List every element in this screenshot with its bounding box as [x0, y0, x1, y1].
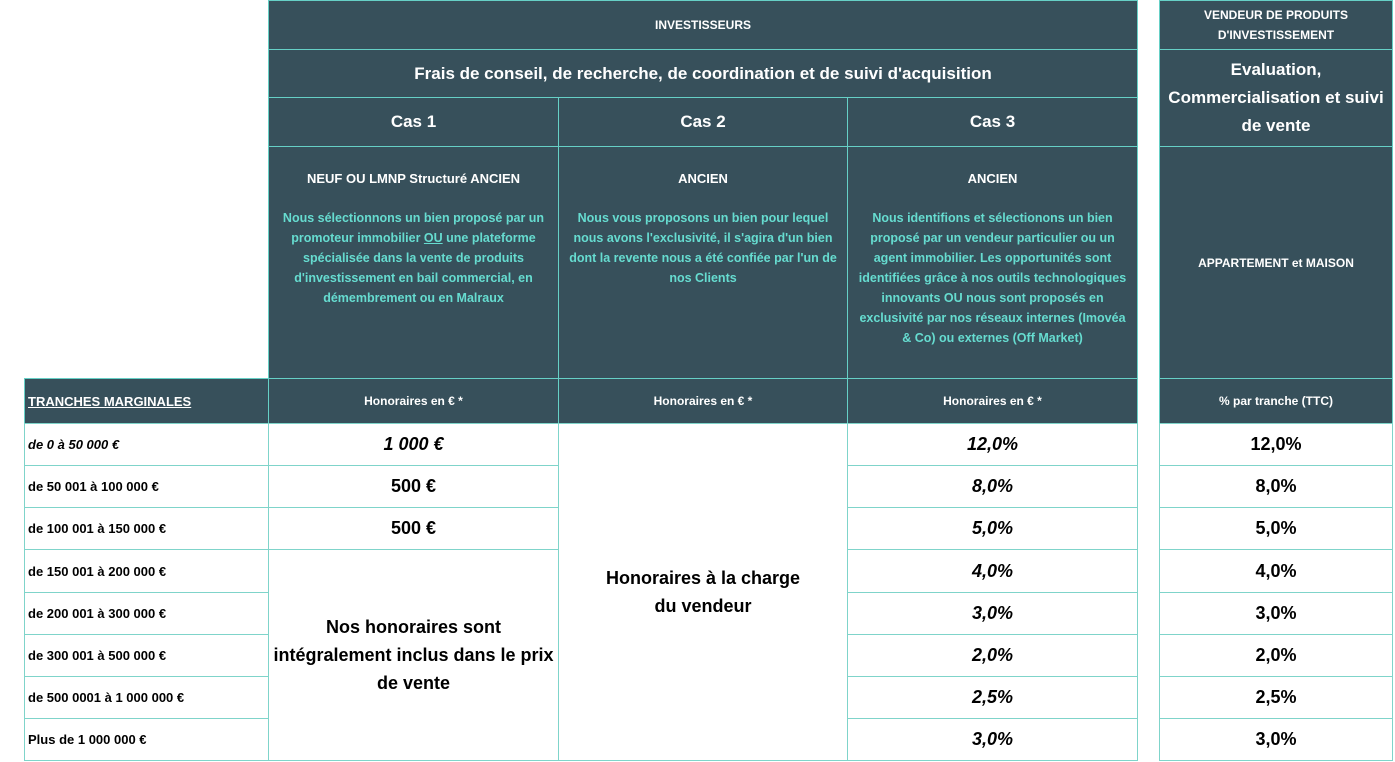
vendeur-value: 3,0% [1255, 603, 1297, 623]
cas1-value-row-2 [268, 465, 559, 508]
cas1-merged-text: Nos honoraires sont intégralement inclus dans le prix de vente [273, 617, 554, 693]
vendeur-value: 5,0% [1255, 518, 1297, 538]
tranches-header [24, 378, 269, 424]
pct-tranche-header [1159, 378, 1393, 424]
cas1-text-part1: Nous sélectionnons un bien proposé par un promoteur immobilier [282, 211, 545, 245]
vendeur-value: 4,0% [1255, 560, 1297, 581]
tranche-label: de 300 001 à 500 000 € [28, 648, 167, 663]
cas3-header [847, 97, 1138, 147]
investisseurs-label: INVESTISSEURS [654, 18, 752, 32]
frais-label: Frais de conseil, de recherche, de coordination et de suivi d'acquisition [414, 63, 992, 83]
cas3-value-row-1 [847, 423, 1138, 466]
tranche-row-7 [24, 676, 269, 719]
tranches-label: TRANCHES MARGINALES [28, 393, 192, 409]
cas3-value: 12,0% [966, 434, 1019, 454]
cas3-value-row-8 [847, 718, 1138, 761]
cas3-value: 2,5% [971, 687, 1014, 707]
cas3-value-row-7 [847, 676, 1138, 719]
vendeur-value: 2,5% [1255, 687, 1297, 707]
cas2-header [558, 97, 848, 147]
vendeur-value: 2,0% [1255, 645, 1297, 665]
vendeur-value-row-7 [1159, 676, 1393, 719]
cas1-label: Cas 1 [390, 112, 437, 131]
tranche-label: de 200 001 à 300 000 € [28, 606, 167, 621]
tranche-label: de 0 à 50 000 € [28, 437, 120, 452]
tranche-label: de 150 001 à 200 000 € [28, 563, 167, 579]
evaluation-header [1159, 49, 1393, 147]
cas1-value: 1 000 € [383, 434, 444, 454]
cas3-value-row-3 [847, 507, 1138, 550]
tranche-row-6 [24, 634, 269, 677]
cas1-text-ou: OU [423, 231, 443, 245]
vendeur-description [1159, 146, 1393, 379]
vendeur-value-row-2 [1159, 465, 1393, 508]
cas3-value-row-2 [847, 465, 1138, 508]
vendeur-value-row-3 [1159, 507, 1393, 550]
cas3-value: 8,0% [971, 476, 1014, 496]
cas1-honoraires-header [268, 378, 559, 424]
vendeur-value-row-5 [1159, 592, 1393, 635]
cas2-merged-note [558, 423, 848, 761]
cas2-merged-text: Honoraires à la charge du vendeur [605, 568, 801, 616]
tranche-label: de 50 001 à 100 000 € [28, 479, 159, 494]
vendeur-header [1159, 0, 1393, 50]
tranche-row-3 [24, 507, 269, 550]
cas1-value-row-3 [268, 507, 559, 550]
cas1-text-part2: une plateforme spécialisée dans la vente de produits d'investissement en bail commercial, en démembrement ou en Malraux [294, 231, 536, 305]
cas2-description [558, 146, 848, 379]
cas1-value-row-1 [268, 423, 559, 466]
cas1-value: 500 € [390, 518, 437, 538]
cas2-honoraires-label: Honoraires en € * [653, 394, 753, 408]
cas3-value-row-6 [847, 634, 1138, 677]
investisseurs-header [268, 0, 1138, 50]
cas2-title: ANCIEN [678, 171, 728, 186]
cas1-text [275, 208, 552, 308]
vendeur-value-row-1 [1159, 423, 1393, 466]
cas3-value: 4,0% [971, 560, 1014, 581]
cas2-honoraires-header [558, 378, 848, 424]
cas1-header [268, 97, 559, 147]
cas3-value: 3,0% [971, 603, 1014, 623]
vendeur-value: 12,0% [1250, 434, 1302, 454]
vendeur-label: VENDEUR DE PRODUITS D'INVESTISSEMENT [1203, 8, 1349, 42]
cas3-value: 5,0% [971, 518, 1014, 538]
cas1-merged-note [268, 549, 559, 761]
tranche-row-8 [24, 718, 269, 761]
cas3-label: Cas 3 [969, 112, 1016, 131]
cas3-value: 2,0% [971, 645, 1014, 665]
cas1-honoraires-label: Honoraires en € * [364, 394, 463, 408]
vendeur-value-row-8 [1159, 718, 1393, 761]
tranche-row-5 [24, 592, 269, 635]
evaluation-label: Evaluation, Commercialisation et suivi de vente [1168, 60, 1384, 135]
cas3-title: ANCIEN [967, 171, 1018, 186]
cas1-title: NEUF OU LMNP Structuré ANCIEN [306, 171, 521, 186]
cas1-value: 500 € [390, 476, 437, 496]
cas3-text: Nous identifions et sélectionons un bien proposé par un vendeur particulier ou un agent immobilier. Les opportunités sont identifiées grâce à nos outils technologiques innovants OU nous sont proposés en exclusivité par nos réseaux internes (Imovéa & Co) ou externes (Off Market) [858, 211, 1127, 345]
tranche-label: de 100 001 à 150 000 € [28, 521, 167, 536]
cas2-text: Nous vous proposons un bien pour lequel nous avons l'exclusivité, il s'agira d'un bien dont la revente nous a été confiée par l'un de nos Clients [569, 211, 837, 285]
vendeur-value: 8,0% [1255, 476, 1297, 496]
pct-tranche-label: % par tranche (TTC) [1218, 394, 1333, 408]
tranche-row-4 [24, 549, 269, 593]
cas3-honoraires-header [847, 378, 1138, 424]
cas3-honoraires-label: Honoraires en € * [943, 394, 1042, 408]
vendeur-desc-label: APPARTEMENT et MAISON [1198, 255, 1354, 270]
vendeur-value: 3,0% [1255, 729, 1297, 749]
cas3-value: 3,0% [971, 729, 1014, 749]
cas3-value-row-5 [847, 592, 1138, 635]
cas2-label: Cas 2 [680, 112, 726, 131]
tranche-row-1 [24, 423, 269, 466]
tranche-label: Plus de 1 000 000 € [28, 732, 147, 747]
cas3-value-row-4 [847, 549, 1138, 593]
tranche-label: de 500 0001 à 1 000 000 € [28, 690, 185, 705]
frais-header [268, 49, 1138, 98]
vendeur-value-row-6 [1159, 634, 1393, 677]
vendeur-value-row-4 [1159, 549, 1393, 593]
tranche-row-2 [24, 465, 269, 508]
cas1-description [268, 146, 559, 379]
cas3-description [847, 146, 1138, 379]
